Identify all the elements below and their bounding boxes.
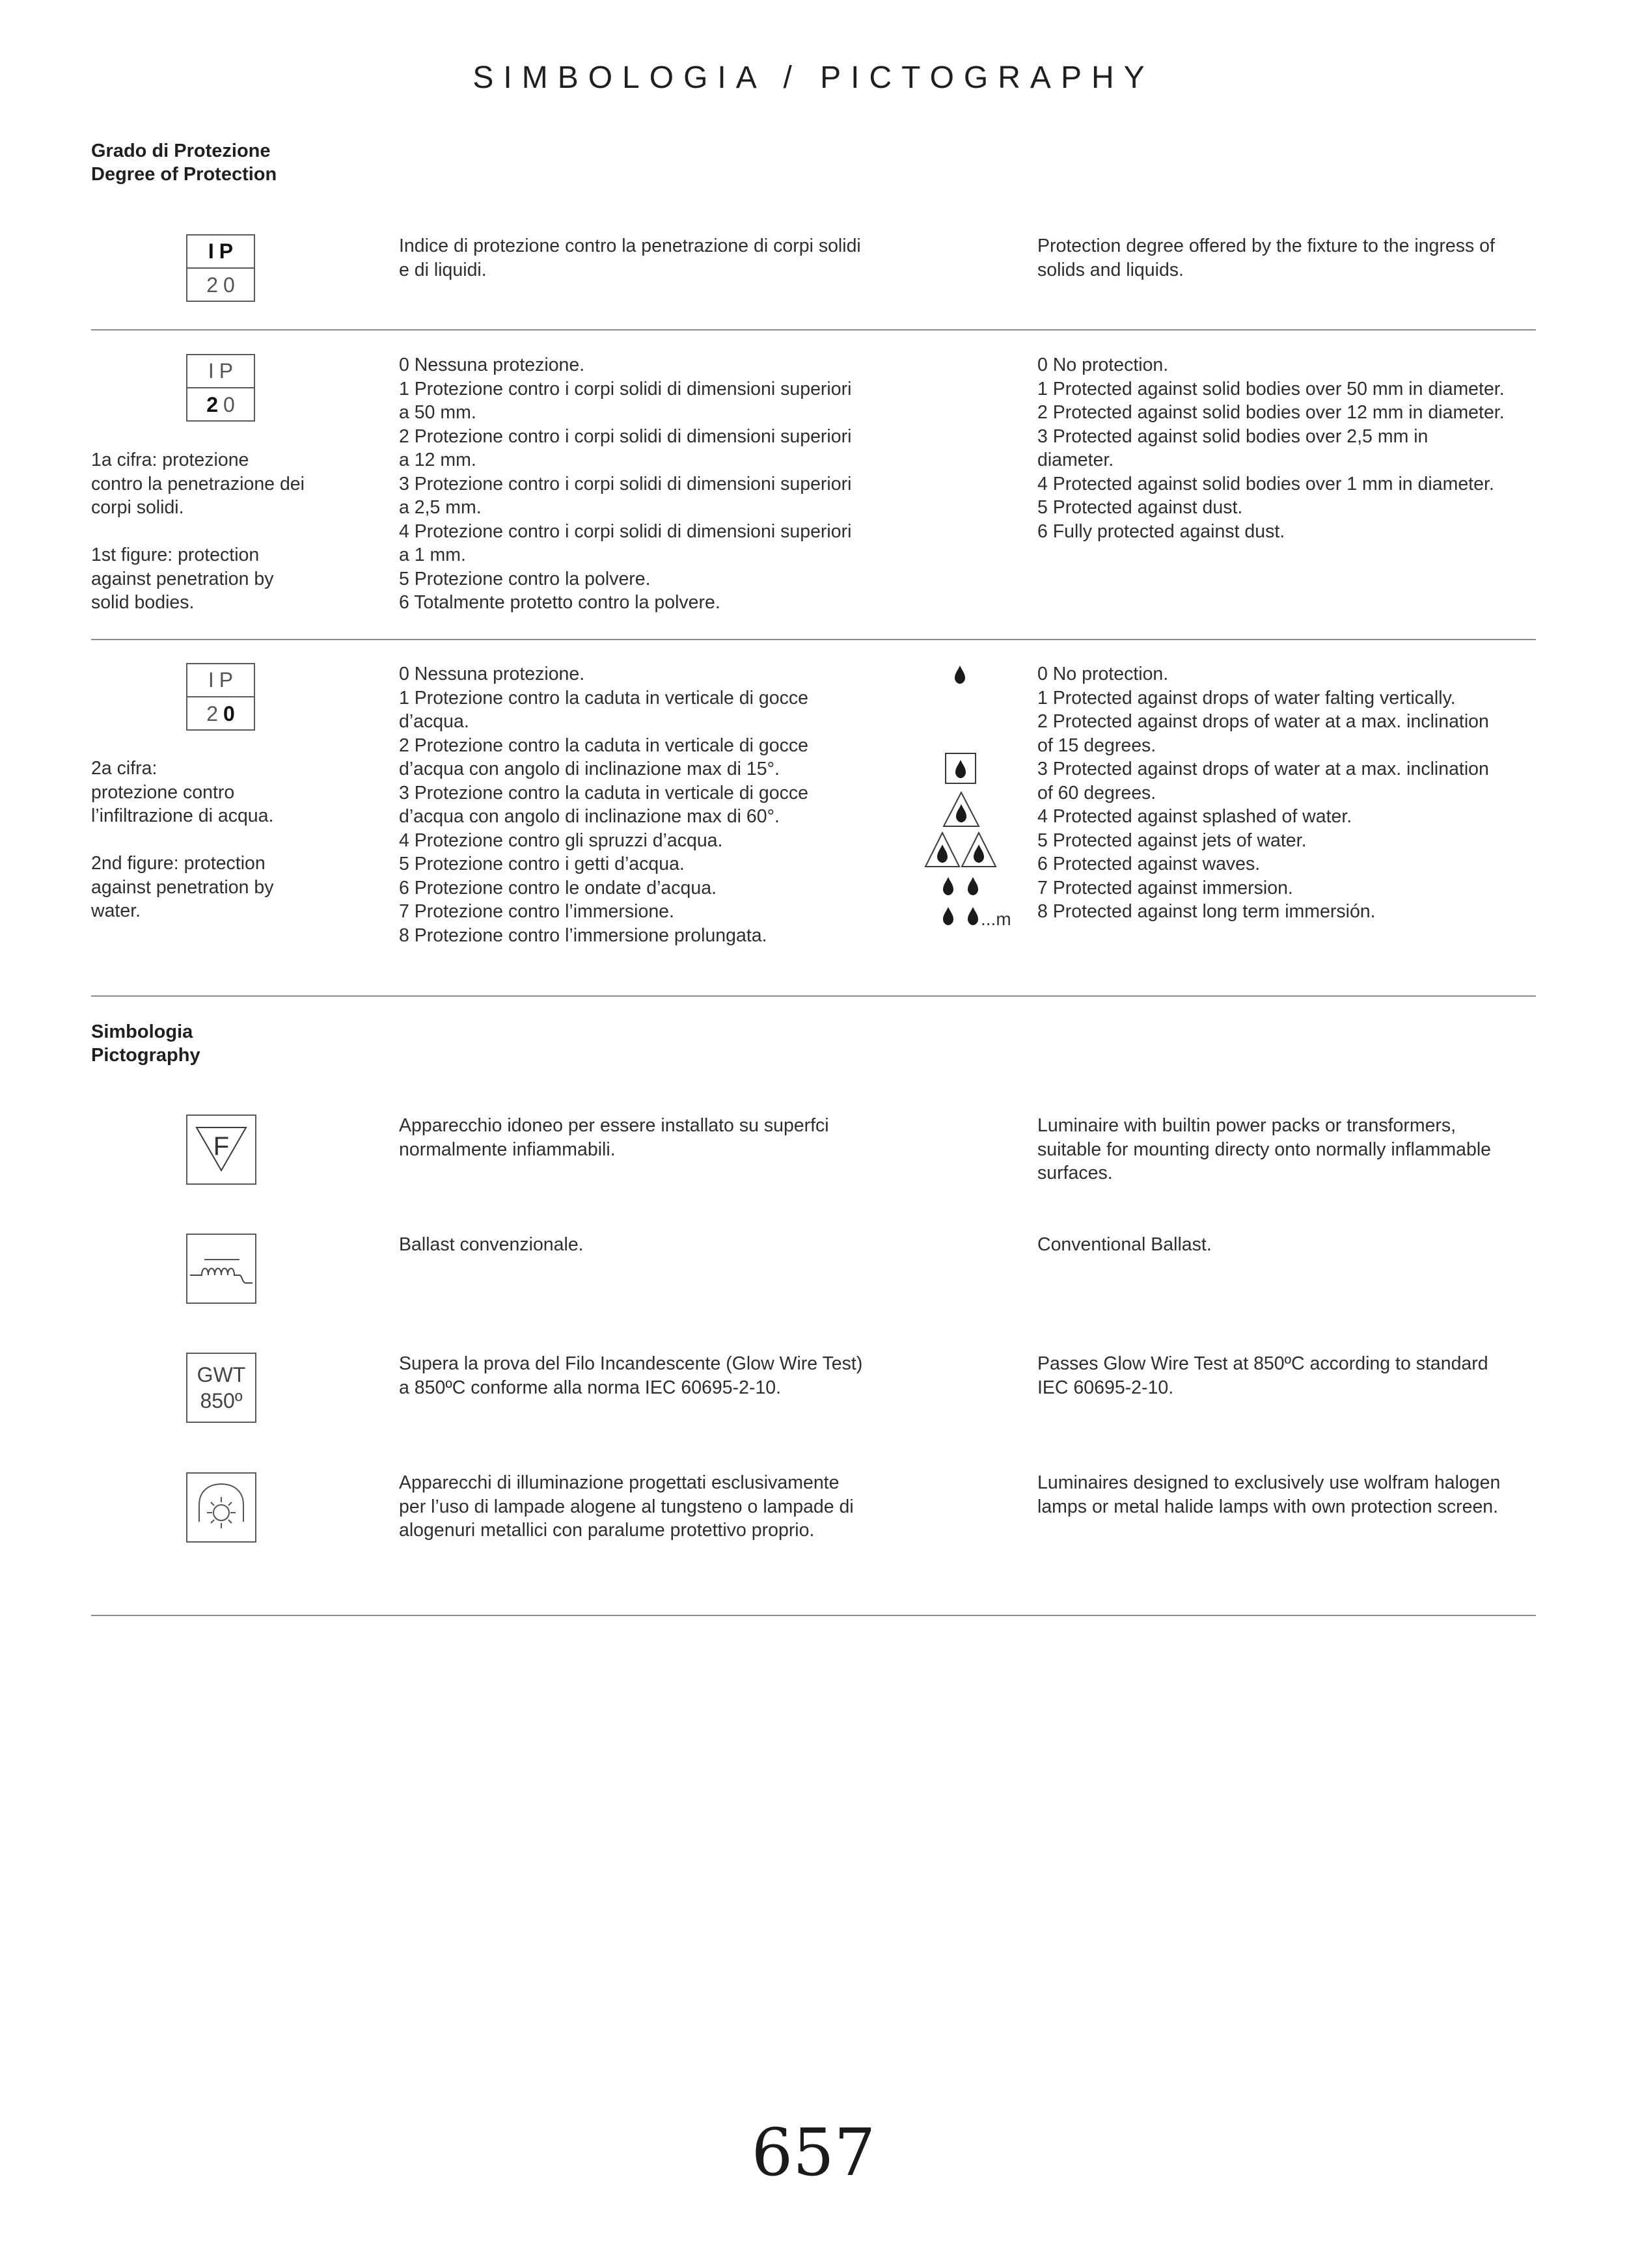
svg-text:F: F [213,1132,230,1161]
drop-triangle-icon [944,792,979,826]
section-heading-pictography [91,1020,200,1067]
ip-box [186,234,255,302]
first-figure-list-en: 0 No protection. 1 Protected against solid bodies over 50 mm in diameter. 2 Protected against solid bodies over 12 mm in diameter. 3 Protected against solid bodies over 2,5 mm in diameter. 4 Protected against solid bodies over 1 mm in diameter. 5 Protected against dust. 6 Fully protected against dust. [1037,355,1505,542]
ip-box-value: 2 0 [206,393,240,416]
immersion-label: ...m [981,909,1011,929]
second-figure-list-it: 0 Nessuna protezione. 1 Protezione contro la caduta in verticale di gocce d’acqua. 2 Protezione contro la caduta in verticale di gocce d’acqua con angolo di inclinazione max di 15°. 3 Protezione contro la caduta in verticale di gocce d’acqua con angolo di inclinazione max di 60°. 4 Protezione contro gli spruzzi d’acqua. 5 Protezione contro i getti d’acqua. 6 Protezione contro le ondate d’acqua. 7 Protezione contro l’immersione. 8 Protezione contro l’immersione prolungata. [399,664,808,946]
symbol-screen-description-en: Luminaires designed to exclusively use wolfram halogen lamps or metal halide lamps with own protection screen. [1037,1472,1501,1517]
glow-wire-icon [186,1353,256,1423]
symbol-f-description-en: Luminaire with builtin power packs or transformers, suitable for mounting directy onto normally inflammable surfaces. [1037,1115,1491,1183]
ip-box-first-figure [186,354,255,422]
first-figure-note: 1a cifra: protezione contro la penetrazione dei corpi solidi. 1st figure: protection against penetration by solid bodies. [91,450,305,613]
section-heading-it: Grado di Protezione [91,141,271,161]
ip-box-label: IP [187,664,254,697]
divider [91,1615,1536,1616]
protection-screen-icon [186,1472,256,1543]
page-title: SIMBOLOGIA / PICTOGRAPHY [472,61,1155,95]
symbol-ballast-description-it: Ballast convenzionale. [399,1234,584,1255]
immersion-drops-icon [943,907,1011,929]
ip-box-value: 2 0 [206,702,240,725]
divider [91,329,1536,331]
ip-description-en: Protection degree offered by the fixture to the ingress of solids and liquids. [1037,236,1495,280]
section-heading-protection [91,139,277,186]
gwt-label: GWT [197,1363,246,1386]
divider [91,995,1536,997]
ip-box-label: IP [187,236,254,269]
ip-box-label: IP [187,355,254,388]
ip-description-it: Indice di protezione contro la penetrazione di corpi solidi e di liquidi. [399,236,861,280]
first-figure-list-it: 0 Nessuna protezione. 1 Protezione contro i corpi solidi di dimensioni superiori a 50 mm. 2 Protezione contro i corpi solidi di dimensioni superiori a 12 mm. 3 Protezione contro i corpi solidi di dimensioni superiori a 2,5 mm. 4 Protezione contro i corpi solidi di dimensioni superiori a 1 mm. 5 Protezione contro la polvere. 6 Totalmente protetto contro la polvere. [399,355,852,613]
water-protection-icons [918,657,1022,937]
gwt-temperature: 850º [200,1389,243,1412]
section-heading-en: Pictography [91,1045,200,1066]
drop-icon [955,666,965,684]
symbol-f-description-it: Apparecchio idoneo per essere installato su superfci normalmente infiammabili. [399,1115,829,1160]
symbol-gwt-description-en: Passes Glow Wire Test at 850ºC according to standard IEC 60695-2-10. [1037,1353,1488,1398]
ip-box-value: 20 [206,273,240,297]
ip-box-second-figure [186,663,255,731]
section-heading-it: Simbologia [91,1021,193,1042]
second-figure-note: 2a cifra: protezione contro l’infiltrazione di acqua. 2nd figure: protection against penetration by water. [91,758,274,921]
double-triangle-drop-icon [925,833,996,867]
section-heading-en: Degree of Protection [91,164,277,185]
f-mark-icon [186,1114,256,1185]
symbol-ballast-description-en: Conventional Ballast. [1037,1234,1212,1255]
divider [91,639,1536,640]
page-number: 657 [751,2114,876,2191]
two-drops-icon [943,877,978,895]
symbol-gwt-description-it: Supera la prova del Filo Incandescente (Glow Wire Test) a 850ºC conforme alla norma IEC 60695-2-10. [399,1353,863,1398]
symbol-screen-description-it: Apparecchi di illuminazione progettati esclusivamente per l’uso di lampade alogene al tungsteno o lampade di alogenuri metallici con paralume protettivo proprio. [399,1472,854,1541]
second-figure-list-en: 0 No protection. 1 Protected against drops of water falting vertically. 2 Protected against drops of water at a max. inclination of 15 degrees. 3 Protected against drops of water at a max. inclination of 60 degrees. 4 Protected against splashed of water. 5 Protected against jets of water. 6 Protected against waves. 7 Protected against immersion. 8 Protected against long term immersión. [1037,664,1489,922]
drop-square-icon [946,753,976,783]
ballast-icon [186,1234,256,1304]
